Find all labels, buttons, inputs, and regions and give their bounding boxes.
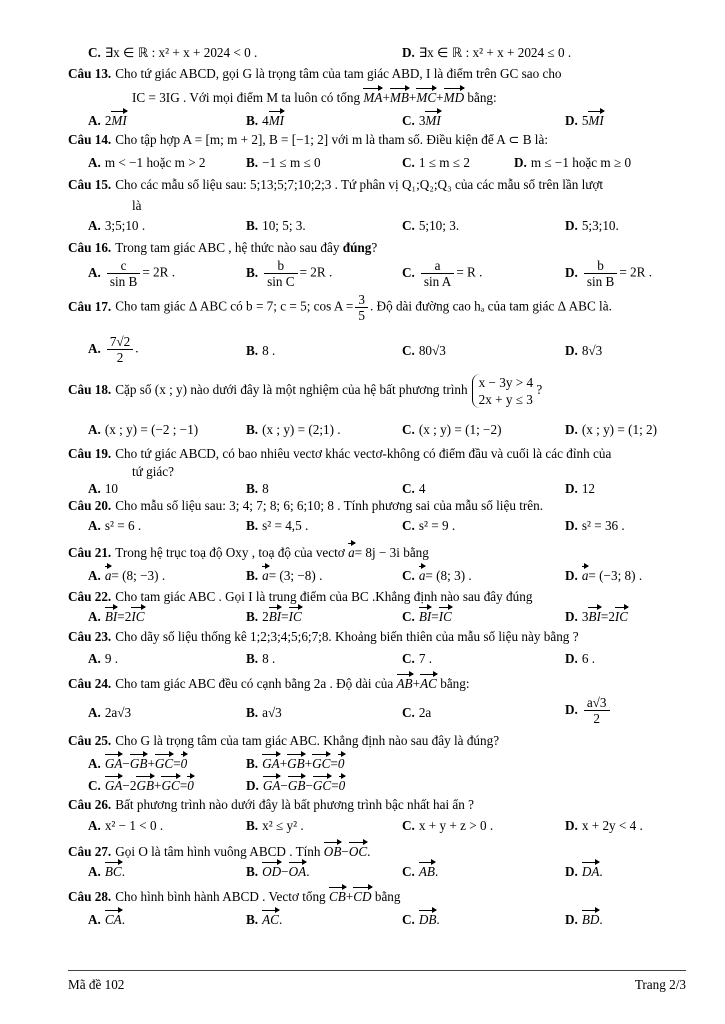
vector-gc: GC (155, 753, 173, 770)
option-text: s² = 6 . (104, 518, 142, 533)
option-coef: 2 (104, 113, 112, 128)
option-label: C. (402, 818, 415, 833)
operator: = (173, 756, 181, 771)
option-label: A. (88, 264, 101, 280)
question-text: . (367, 844, 371, 859)
q17-stem (68, 292, 686, 323)
question-text: Cho tập hợp A = [m; m + 2], B = [−1; 2] với m là tham số. Điều kiện để A ⊂ B là: (115, 132, 548, 147)
option-text: (x ; y) = (1; −2) (418, 422, 502, 437)
question-text: Cho tam giác ABC đều có cạnh bằng 2a . Độ dài của (115, 676, 394, 691)
question-number: Câu 22. (68, 589, 112, 604)
vector-ga: GA (262, 753, 280, 770)
fraction (107, 334, 133, 365)
operator: = (331, 778, 339, 793)
option-label: D. (565, 818, 578, 833)
fraction (584, 258, 617, 289)
vector-gb: GB (288, 775, 306, 792)
option-text: x² ≤ y² . (262, 818, 304, 833)
operator: + (154, 778, 162, 793)
footer-divider (68, 970, 686, 971)
option-label: A. (88, 818, 101, 833)
question-number: Câu 15. (68, 177, 112, 192)
option-label: B. (246, 864, 259, 879)
option-label: C. (402, 705, 415, 720)
vector-od: OD (262, 861, 281, 878)
question-text: Cho hình bình hành ABCD . Vectơ tổng (115, 889, 326, 904)
option-label: B. (246, 651, 259, 666)
numerator: 3 (355, 292, 368, 308)
option-label: B. (246, 818, 259, 833)
option-text: 5;10; 3. (418, 218, 460, 233)
vector-cd: CD (353, 886, 371, 903)
option-text: 6 . (581, 651, 596, 666)
option-text: 8 . (262, 343, 276, 358)
vector-a: a (348, 542, 355, 559)
operator: = (179, 778, 188, 793)
question-text: Cho tam giác ABC . Gọi I là trung điểm của BC .Khẳng định nào sau đây đúng (115, 589, 533, 604)
numerator: b (584, 258, 617, 274)
option-label: C. (402, 481, 415, 496)
option-text: 3;5;10 . (104, 218, 146, 233)
vector-ma: MA (363, 87, 382, 104)
fraction (584, 695, 610, 726)
option-label: D. (565, 218, 578, 233)
question-text: ? (371, 240, 378, 255)
vector-ga: GA (105, 775, 123, 792)
numerator: a√3 (584, 695, 610, 711)
question-text: ? (536, 382, 543, 398)
option-label: D. (565, 568, 578, 583)
question-text: Cho tứ giác ABCD, gọi G là trọng tâm của tam giác ABD, I là điểm trên GC sao cho (115, 66, 562, 81)
option-text: = 2R . (619, 264, 653, 280)
option-text: (x ; y) = (−2 ; −1) (104, 422, 199, 437)
question-number: Câu 25. (68, 733, 112, 748)
q18-stem (68, 374, 686, 408)
option-coef: 5 (581, 113, 589, 128)
option-label: A. (88, 481, 101, 496)
option-coef: 2 (124, 609, 132, 624)
option-text: x + y + z > 0 . (418, 818, 494, 833)
option-text: . (121, 864, 125, 879)
vector-a: a (419, 565, 426, 582)
vector-gc: GC (161, 775, 179, 792)
operator: − (122, 778, 130, 793)
q28-stem (68, 886, 686, 904)
operator: + (147, 756, 155, 771)
option-label: D. (565, 481, 578, 496)
vector-ob: OB (324, 841, 342, 858)
vector-mi: MI (269, 110, 284, 127)
vector-da: DA (582, 861, 600, 878)
option-text: = (8; 3) . (425, 568, 472, 583)
option-text: = 2R . (299, 264, 333, 280)
option-text: 8 . (262, 651, 276, 666)
option-coef: 3 (418, 113, 426, 128)
question-text: Trong tam giác ABC , hệ thức nào sau đây (115, 240, 340, 255)
option-text: . (306, 864, 310, 879)
q22-stem (68, 589, 686, 604)
option-label: A. (88, 651, 101, 666)
option-text: ∃x ∈ ℝ : x² + x + 2024 ≤ 0 . (418, 45, 572, 60)
option-label: C. (402, 912, 415, 927)
vector-ac: AC (262, 909, 279, 926)
option-text: . (278, 912, 283, 927)
option-label: D. (565, 912, 578, 927)
vector-ab: AB (419, 861, 435, 878)
vector-bd: BD (582, 909, 600, 926)
numerator: 7√2 (107, 334, 133, 350)
option-text: = (117, 609, 125, 624)
vector-md: MD (444, 87, 465, 104)
question-text: Gọi O là tâm hình vuông ABCD . Tính (115, 844, 321, 859)
q19-stem (68, 446, 686, 461)
option-text: . (599, 864, 603, 879)
q14-stem (68, 132, 686, 147)
option-label: B. (246, 568, 259, 583)
vector-ic: IC (615, 606, 628, 623)
vector-ic: IC (439, 606, 452, 623)
vector-ga: GA (105, 753, 123, 770)
fraction (355, 292, 368, 323)
vector-gc: GC (312, 753, 330, 770)
numerator: c (107, 258, 140, 274)
option-label: B. (246, 343, 259, 358)
question-emphasis: đúng (342, 240, 372, 255)
q15-stem (68, 177, 686, 192)
question-number: Câu 20. (68, 498, 112, 513)
option-coef: 3 (581, 609, 589, 624)
option-label: C. (402, 264, 415, 280)
question-text: Cho các mẫu số liệu sau: 5;13;5;7;10;2;3 . Tứ phân vị Q₁;Q₂;Q₃ của các mẫu số trên lần lượt (115, 177, 604, 192)
inequality-1: x − 3y > 4 (478, 375, 534, 390)
operator: + (279, 756, 288, 771)
option-text: = R . (456, 264, 483, 280)
option-label: A. (88, 340, 101, 356)
option-label: C. (402, 155, 415, 170)
option-label: B. (246, 422, 259, 437)
operator: − (122, 756, 130, 771)
option-text: x + 2y < 4 . (581, 818, 643, 833)
q20-stem (68, 498, 686, 513)
question-text: bằng: (467, 90, 497, 105)
vector-ic: IC (289, 606, 302, 623)
question-number: Câu 19. (68, 446, 112, 461)
denominator: 2 (116, 350, 124, 366)
question-text: bằng (374, 889, 401, 904)
vector-mi: MI (111, 110, 126, 127)
exam-page (68, 0, 686, 1024)
denominator: 5 (358, 308, 365, 324)
zero-vector: 0 (187, 775, 194, 792)
option-label: B. (246, 756, 259, 771)
q16-stem (68, 240, 686, 255)
numerator: b (264, 258, 297, 274)
option-label: A. (88, 864, 101, 879)
operator: − (305, 778, 313, 793)
vector-bi: BI (105, 606, 117, 623)
question-number: Câu 21. (68, 545, 112, 560)
vector-ab: AB (397, 673, 413, 690)
option-label: D. (514, 155, 527, 170)
vector-db: DB (419, 909, 437, 926)
question-text: Cho mẫu số liệu sau: 3; 4; 7; 8; 6; 6;10; 8 . Tính phương sai của mẫu số liệu trên. (115, 498, 544, 513)
option-label: B. (246, 113, 259, 128)
option-label: D. (565, 651, 578, 666)
option-label: D. (565, 609, 578, 624)
option-text: 8 (262, 481, 269, 496)
option-label: A. (88, 705, 101, 720)
exam-code: Mã đề 102 (68, 977, 125, 992)
operator: = (330, 756, 338, 771)
option-text: 4 (418, 481, 426, 496)
question-text: Trong hệ trục toạ độ Oxy , toạ độ của vectơ (115, 545, 345, 560)
vector-ac: AC (420, 673, 437, 690)
option-text: 9 . (104, 651, 119, 666)
question-text: Cho G là trọng tâm của tam giác ABC. Khẳng định nào sau đây là đúng? (115, 733, 500, 748)
question-number: Câu 24. (68, 676, 112, 691)
inequality-2: 2x + y ≤ 3 (478, 392, 533, 408)
operator: − (341, 844, 349, 859)
q23-stem (68, 629, 686, 644)
question-text: tứ giác? (132, 464, 174, 479)
question-number: Câu 16. (68, 240, 112, 255)
option-label: D. (565, 113, 578, 128)
vector-mb: MB (390, 87, 409, 104)
numerator: a (421, 258, 454, 274)
question-text: Cho tứ giác ABCD, có bao nhiêu vectơ khác vectơ-không có điểm đầu và cuối là các đỉnh của (115, 446, 612, 461)
option-text: 2a (418, 705, 432, 720)
vector-bi: BI (588, 606, 600, 623)
option-label: B. (246, 609, 259, 624)
option-text: 12 (581, 481, 596, 496)
option-coef: 2 (129, 778, 137, 793)
fraction (107, 258, 140, 289)
option-text: (x ; y) = (2;1) . (262, 422, 341, 437)
option-text: x² − 1 < 0 . (104, 818, 164, 833)
operator: + (304, 756, 313, 771)
question-number: Câu 17. (68, 298, 112, 314)
question-text: . Độ dài đường cao hₐ của tam giác Δ ABC là. (369, 298, 612, 314)
option-label: A. (88, 756, 101, 771)
vector-gb: GB (287, 753, 305, 770)
option-text: ∃x ∈ ℝ : x² + x + 2024 < 0 . (104, 45, 258, 60)
page-number: Trang 2/3 (634, 977, 686, 992)
question-text: IC = 3IG . Với mọi điểm M ta luôn có tổng (132, 90, 361, 105)
option-text: m < −1 hoặc m > 2 (104, 155, 206, 170)
zero-vector: 0 (181, 753, 188, 770)
denominator: sin C (267, 274, 295, 290)
option-text: . (434, 864, 439, 879)
option-label: D. (402, 45, 415, 60)
vector-a: a (105, 565, 112, 582)
option-text: = (8; −3) . (111, 568, 166, 583)
vector-gb: GB (130, 753, 148, 770)
option-label: A. (88, 422, 101, 437)
q26-stem (68, 797, 686, 812)
vector-ic: IC (131, 606, 144, 623)
option-label: D. (565, 864, 578, 879)
option-label: B. (246, 218, 259, 233)
option-label: D. (565, 264, 578, 280)
option-label: A. (88, 912, 101, 927)
denominator: sin B (586, 274, 615, 290)
denominator: sin A (423, 274, 452, 290)
q24-stem (68, 673, 686, 691)
option-label: C. (402, 113, 415, 128)
option-label: A. (88, 218, 101, 233)
option-label: C. (402, 518, 415, 533)
question-number: Câu 14. (68, 132, 112, 147)
option-coef: 4 (262, 113, 269, 128)
fraction (264, 258, 297, 289)
option-label: A. (88, 609, 101, 624)
option-text: 1 ≤ m ≤ 2 (418, 155, 470, 170)
q19-stem-2 (132, 464, 725, 479)
question-text: Cho dãy số liệu thống kê 1;2;3;4;5;6;7;8. Khoảng biến thiên của mẫu số liệu này bằng ? (115, 629, 579, 644)
option-text: = (−3; 8) . (588, 568, 643, 583)
option-label: C. (402, 343, 415, 358)
vector-mi: MI (425, 110, 440, 127)
option-label: C. (402, 864, 415, 879)
vector-gb: GB (136, 775, 154, 792)
vector-ga: GA (263, 775, 281, 792)
question-text: Cặp số (x ; y) nào dưới đây là một nghiệm của hệ bất phương trình (115, 382, 468, 398)
option-text: 10; 5; 3. (262, 218, 306, 233)
option-label: B. (246, 155, 259, 170)
option-coef: 2 (608, 609, 615, 624)
option-label: C. (88, 778, 101, 793)
option-label: B. (246, 705, 259, 720)
q21-stem (68, 542, 686, 560)
vector-mi: MI (588, 110, 603, 127)
vector-gc: GC (313, 775, 331, 792)
option-label: A. (88, 518, 101, 533)
vector-oa: OA (289, 861, 307, 878)
question-number: Câu 26. (68, 797, 112, 812)
option-text: s² = 36 . (581, 518, 625, 533)
operator: + (345, 889, 354, 904)
option-text: = (3; −8) . (268, 568, 323, 583)
vector-ca: CA (105, 909, 122, 926)
q25-stem (68, 733, 686, 748)
question-number: Câu 23. (68, 629, 112, 644)
option-label: B. (246, 264, 259, 280)
option-text: 5;3;10. (581, 218, 619, 233)
question-text: Bất phương trình nào dưới đây là bất phương trình bậc nhất hai ẩn ? (115, 797, 475, 812)
question-number: Câu 27. (68, 844, 112, 859)
option-label: D. (565, 343, 578, 358)
option-text: = 2R . (142, 264, 176, 280)
option-label: C. (88, 45, 101, 60)
option-label: A. (88, 568, 101, 583)
denominator: sin B (109, 274, 138, 290)
operator: − (281, 864, 289, 879)
vector-bi: BI (419, 606, 431, 623)
option-text: 80√3 (418, 343, 446, 358)
question-text: là (132, 198, 142, 213)
fraction (421, 258, 454, 289)
option-text: 7 . (418, 651, 433, 666)
operator: − (280, 778, 288, 793)
question-text: Cho tam giác Δ ABC có b = 7; c = 5; cos A = (115, 298, 354, 314)
q15-stem-2 (132, 198, 725, 213)
option-label: B. (246, 481, 259, 496)
option-text: 2a√3 (104, 705, 132, 720)
option-label: D. (565, 518, 578, 533)
option-label: C. (402, 568, 415, 583)
option-label: C. (402, 609, 415, 624)
option-text: . (599, 912, 603, 927)
option-text: (x ; y) = (1; 2) (581, 422, 658, 437)
vector-cb: CB (329, 886, 346, 903)
option-text: 8√3 (581, 343, 603, 358)
vector-a: a (262, 565, 269, 582)
option-text: = (600, 609, 609, 624)
option-label: D. (246, 778, 259, 793)
option-label: C. (402, 422, 415, 437)
vector-bc: BC (105, 861, 122, 878)
question-text: bằng: (440, 676, 470, 691)
option-label: C. (402, 651, 415, 666)
vector-a: a (582, 565, 589, 582)
option-label: B. (246, 518, 259, 533)
q13-stem-2: IC = 3IG . Với mọi điểm M ta luôn có tổng MA+MB+MC+MD bằng: (132, 87, 725, 105)
q27-stem (68, 841, 686, 859)
question-text: = 8j − 3i (354, 545, 400, 560)
option-text: s² = 9 . (418, 518, 456, 533)
vector-mc: MC (416, 87, 436, 104)
question-number: Câu 28. (68, 889, 112, 904)
question-text: bằng (403, 545, 429, 560)
inequality-system (472, 374, 533, 408)
vector-bi: BI (269, 606, 281, 623)
option-label: D. (565, 422, 578, 437)
option-label: A. (88, 155, 101, 170)
option-text: = (281, 609, 289, 624)
option-text: 10 (104, 481, 119, 496)
question-number: Câu 13. (68, 66, 112, 81)
option-label: D. (565, 701, 578, 717)
option-label: C. (402, 218, 415, 233)
q13-stem (68, 66, 686, 81)
option-text: = (431, 609, 439, 624)
option-text: a√3 (262, 705, 282, 720)
question-number: Câu 18. (68, 382, 112, 398)
option-text: m ≤ −1 hoặc m ≥ 0 (530, 155, 632, 170)
option-text: −1 ≤ m ≤ 0 (262, 155, 321, 170)
zero-vector: 0 (338, 753, 345, 770)
option-text: . (436, 912, 440, 927)
zero-vector: 0 (339, 775, 346, 792)
option-text: . (135, 340, 139, 356)
option-label: B. (246, 912, 259, 927)
option-text: s² = 4,5 . (262, 518, 309, 533)
option-coef: 2 (262, 609, 269, 624)
operator: + (412, 676, 421, 691)
denominator: 2 (593, 711, 600, 727)
option-text: . (121, 912, 125, 927)
vector-oc: OC (349, 841, 367, 858)
option-label: A. (88, 113, 101, 128)
